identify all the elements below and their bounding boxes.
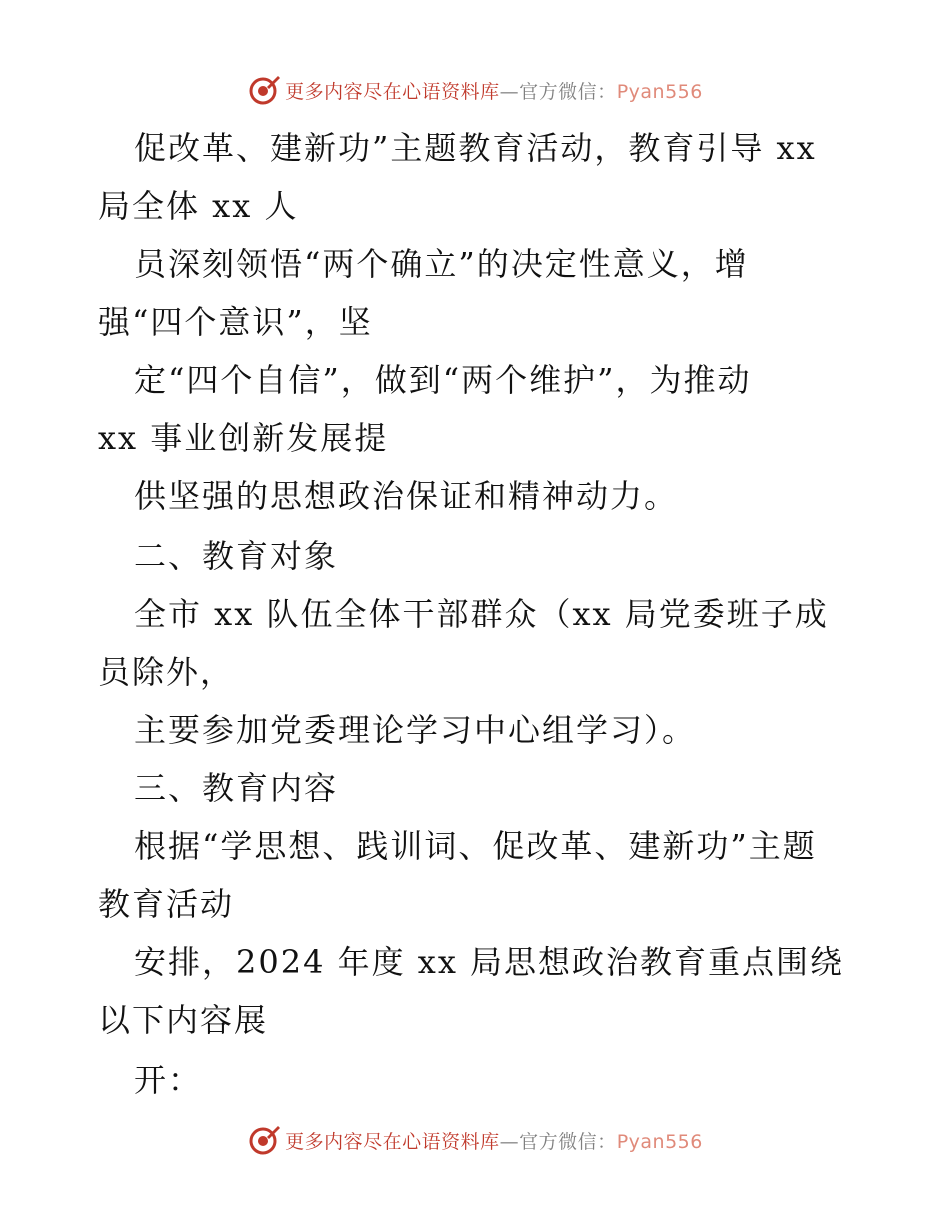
text-line: 全市 xx 队伍全体干部群众（xx 局党委班子成 bbox=[134, 595, 829, 633]
watermark-gray-text: 官方微信： bbox=[519, 80, 617, 103]
text-line: xx 事业创新发展提 bbox=[98, 419, 389, 457]
section-heading: 二、教育对象 bbox=[134, 537, 339, 575]
text-line: 主要参加党委理论学习中心组学习）。 bbox=[134, 711, 697, 749]
text-line: 局全体 xx 人 bbox=[98, 187, 299, 225]
watermark-gray-text: 官方微信： bbox=[519, 1130, 617, 1153]
text-line: 定“四个自信”，做到“两个维护”，为推动 bbox=[134, 361, 752, 399]
text-line: 供坚强的思想政治保证和精神动力。 bbox=[134, 477, 679, 515]
text-line: 以下内容展 bbox=[98, 1001, 269, 1039]
watermark-banner-bottom bbox=[0, 1120, 950, 1160]
text-line: 促改革、建新功”主题教育活动，教育引导 xx bbox=[134, 129, 817, 167]
text-line: 员深刻领悟“两个确立”的决定性意义，增 bbox=[134, 245, 749, 283]
text-line: 开： bbox=[134, 1061, 203, 1099]
section-heading: 三、教育内容 bbox=[134, 769, 339, 807]
text-line: 根据“学思想、践训词、促改革、建新功”主题 bbox=[134, 827, 817, 865]
watermark-dash: — bbox=[499, 80, 520, 103]
watermark-red-text: 更多内容尽在心语资料库 bbox=[285, 80, 500, 103]
watermark-wx-id: Pyan556 bbox=[616, 1130, 703, 1153]
watermark-red-text: 更多内容尽在心语资料库 bbox=[285, 1130, 500, 1153]
pen-swirl-logo-icon bbox=[247, 1123, 281, 1157]
watermark-dash: — bbox=[499, 1130, 520, 1153]
watermark-wx-id: Pyan556 bbox=[616, 80, 703, 103]
watermark-text bbox=[285, 1127, 703, 1154]
text-line: 强“四个意识”，坚 bbox=[98, 303, 373, 341]
text-line: 安排，2024 年度 xx 局思想政治教育重点围绕 bbox=[134, 943, 845, 981]
text-line: 员除外， bbox=[98, 653, 235, 691]
text-line: 教育活动 bbox=[98, 885, 235, 923]
